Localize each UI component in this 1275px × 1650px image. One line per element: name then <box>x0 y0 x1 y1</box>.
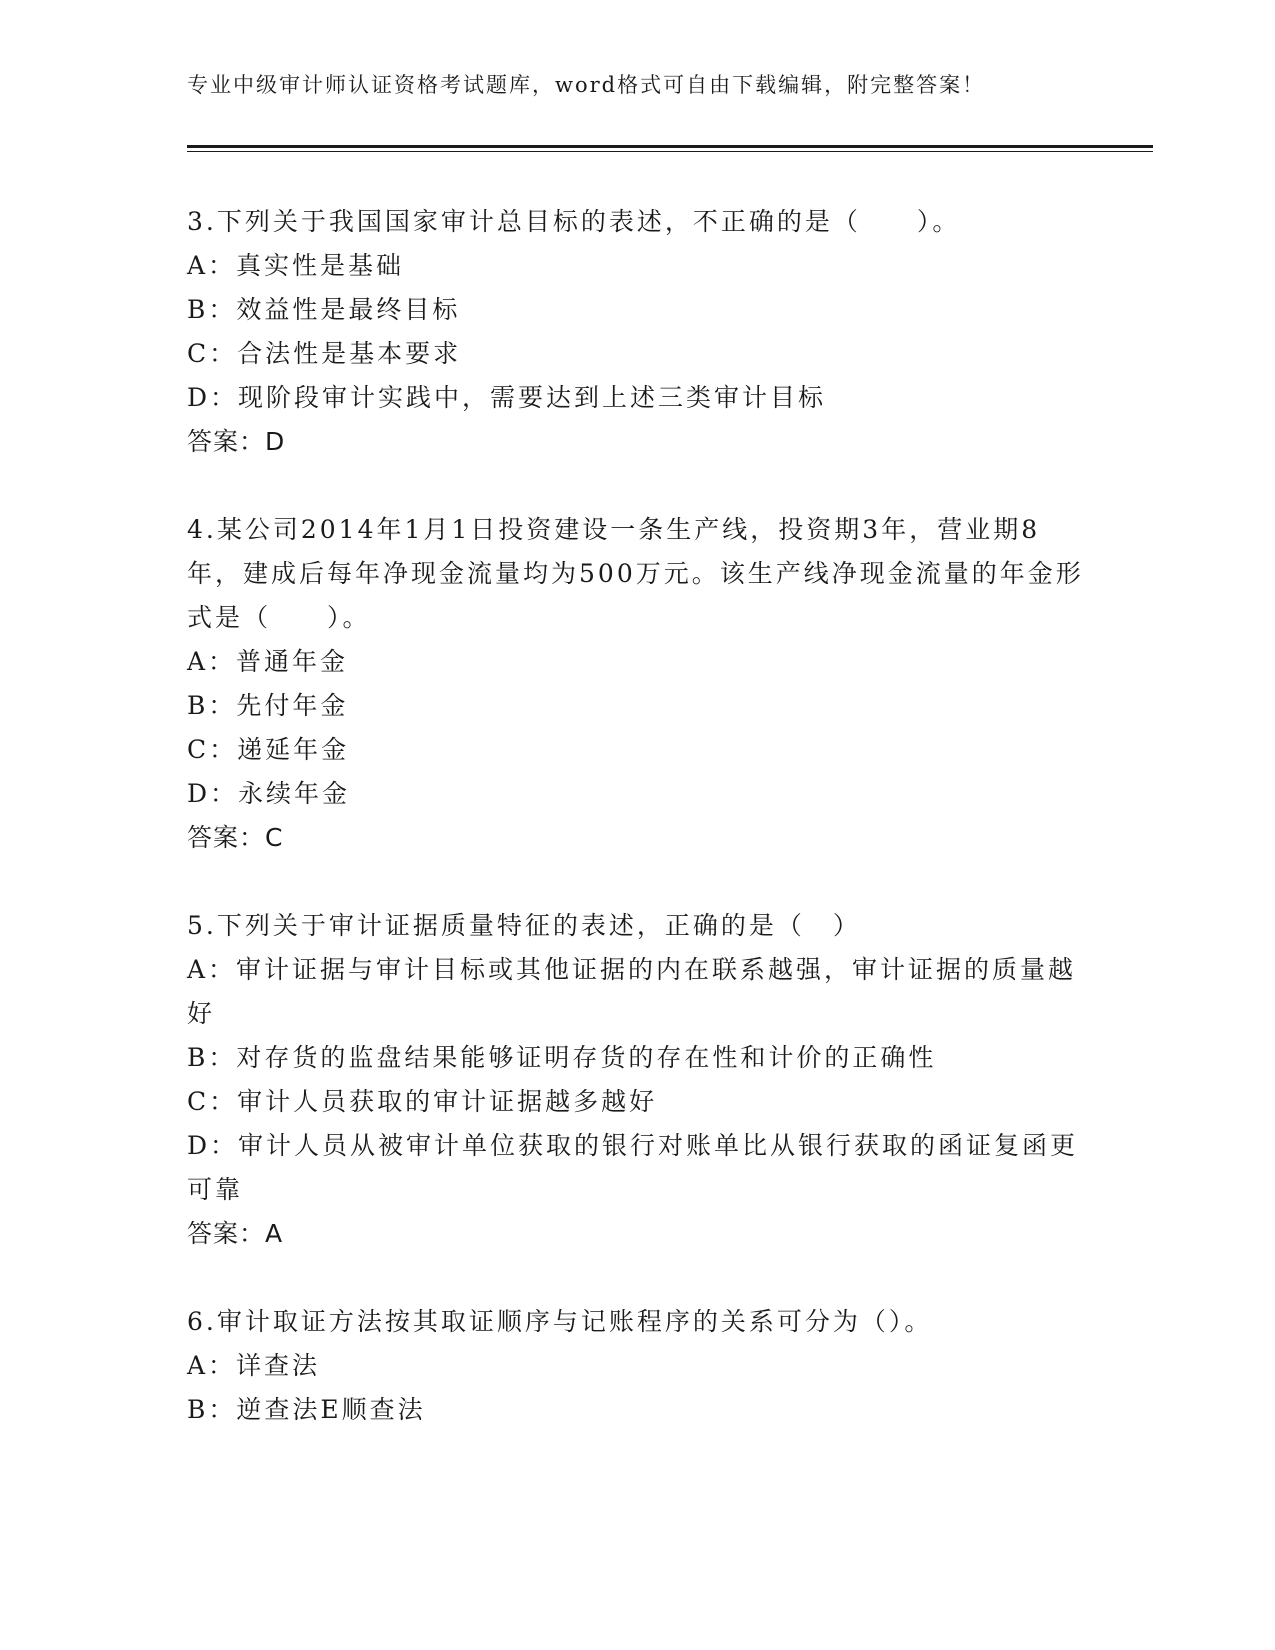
option-c: C：合法性是基本要求 <box>187 339 462 368</box>
document-header: 专业中级审计师认证资格考试题库，word格式可自由下载编辑，附完整答案！ <box>187 73 986 97</box>
answer: 答案：A <box>187 1219 284 1248</box>
option-c: C：审计人员获取的审计证据越多越好 <box>187 1087 658 1116</box>
option-d: D：永续年金 <box>187 779 351 808</box>
header-rule-thin <box>187 151 1153 152</box>
option-b: B：逆查法E顺查法 <box>187 1395 426 1424</box>
option-b: B：效益性是最终目标 <box>187 295 461 324</box>
option-a: A：审计证据与审计目标或其他证据的内在联系越强，审计证据的质量越好 <box>187 955 1077 1028</box>
option-a: A：真实性是基础 <box>187 251 405 280</box>
option-d: D：现阶段审计实践中，需要达到上述三类审计目标 <box>187 383 827 412</box>
question-6 <box>187 1300 1087 1432</box>
answer: 答案：D <box>187 427 286 456</box>
question-5 <box>187 904 1087 1256</box>
option-a: A：详查法 <box>187 1351 321 1380</box>
question-3 <box>187 200 1087 464</box>
question-stem: 6.审计取证方法按其取证顺序与记账程序的关系可分为（）。 <box>187 1307 933 1336</box>
option-d: D：审计人员从被审计单位获取的银行对账单比从银行获取的函证复函更可靠 <box>187 1131 1079 1204</box>
option-b: B：先付年金 <box>187 691 349 720</box>
question-list <box>187 200 1087 1476</box>
header-rule-thick <box>187 145 1153 148</box>
question-stem: 4.某公司2014年1月1日投资建设一条生产线，投资期3年，营业期8年，建成后每年净现金流量均为500万元。该生产线净现金流量的年金形式是（ ）。 <box>187 515 1084 632</box>
option-a: A：普通年金 <box>187 647 349 676</box>
answer: 答案：C <box>187 823 284 852</box>
question-4 <box>187 508 1087 860</box>
option-c: C：递延年金 <box>187 735 350 764</box>
question-stem: 5.下列关于审计证据质量特征的表述，正确的是（ ） <box>187 911 861 940</box>
question-stem: 3.下列关于我国国家审计总目标的表述，不正确的是（ ）。 <box>187 207 961 236</box>
option-b: B：对存货的监盘结果能够证明存货的存在性和计价的正确性 <box>187 1043 937 1072</box>
